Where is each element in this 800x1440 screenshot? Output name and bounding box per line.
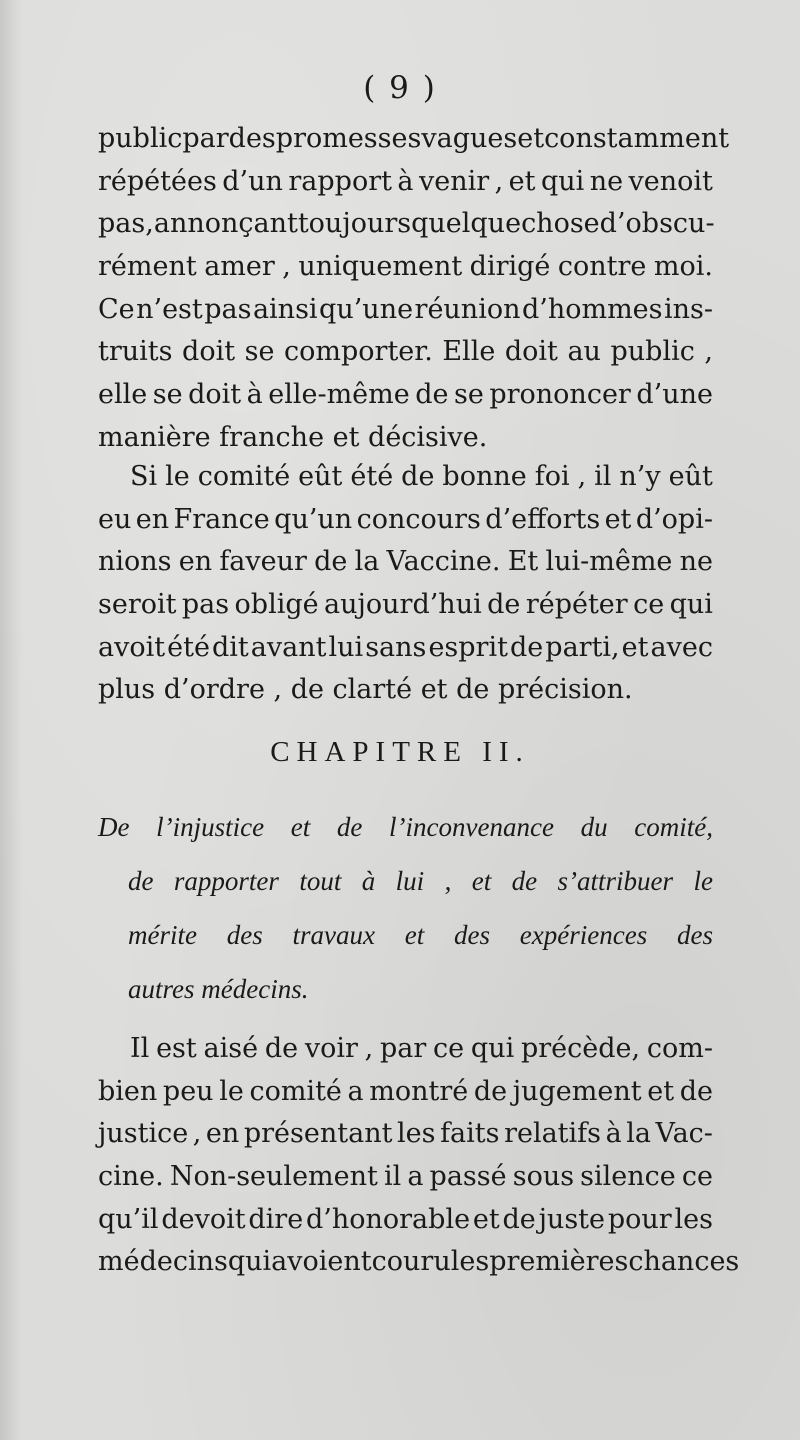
page-number: ( 9 ): [363, 70, 437, 106]
text-line: justice , en présentant les faits relatifs à la Vac-: [98, 1118, 713, 1150]
subtitle-line: autres médecins.: [128, 974, 309, 1004]
chapter-heading: CHAPITRE II.: [270, 736, 530, 768]
text-line: rément amer , uniquement dirigé contre moi.: [98, 251, 713, 283]
text-line: manière franche et décisive.: [98, 421, 488, 453]
subtitle-line: mérite des travaux et des expériences des: [128, 920, 713, 950]
text-line: public par des promesses vagues et constamment: [98, 123, 730, 154]
text-line: Si le comité eût été de bonne foi , il n’y eût: [130, 461, 713, 492]
text-line: Ce n’est pas ainsi qu’une réunion d’hommes ins-: [98, 293, 713, 325]
text-line: qu’il devoit dire d’honorable et de juste pour les: [98, 1203, 713, 1235]
subtitle-line: De l’injustice et de l’inconvenance du comité,: [98, 812, 713, 842]
text-line: plus d’ordre , de clarté et de précision.: [98, 674, 633, 706]
text-line: Il est aisé de voir , par ce qui précède, com-: [130, 1033, 713, 1064]
paragraph-1: [98, 118, 730, 460]
text-line: pas , annonçant toujours quelque chose d’obscu-: [98, 208, 715, 240]
text-line: bien peu le comité a montré de jugement et de: [98, 1075, 713, 1107]
text-line: avoit été dit avant lui sans esprit de parti, et avec: [98, 631, 713, 663]
text-line: eu en France qu’un concours d’efforts et d’opi-: [98, 503, 713, 535]
paragraph-2: [98, 456, 713, 712]
text-line: seroit pas obligé aujourd’hui de répéter ce qui: [98, 589, 713, 621]
text-line: nions en faveur de la Vaccine. Et lui-même ne: [98, 546, 713, 578]
subtitle-line: de rapporter tout à lui , et de s’attribuer le: [128, 866, 713, 896]
text-line: cine. Non-seulement il a passé sous silence ce: [98, 1161, 713, 1193]
text-line: répétées d’un rapport à venir , et qui ne venoit: [98, 165, 713, 197]
text-line: truits doit se comporter. Elle doit au public ,: [98, 336, 713, 368]
chapter-subtitle: [98, 800, 713, 1016]
paragraph-3: [98, 1028, 740, 1284]
text-line: elle se doit à elle-même de se prononcer d’une: [98, 379, 713, 411]
text-line: médecins qui avoient couru les premières chances: [98, 1246, 740, 1278]
page-gutter-shadow: [0, 0, 22, 1440]
